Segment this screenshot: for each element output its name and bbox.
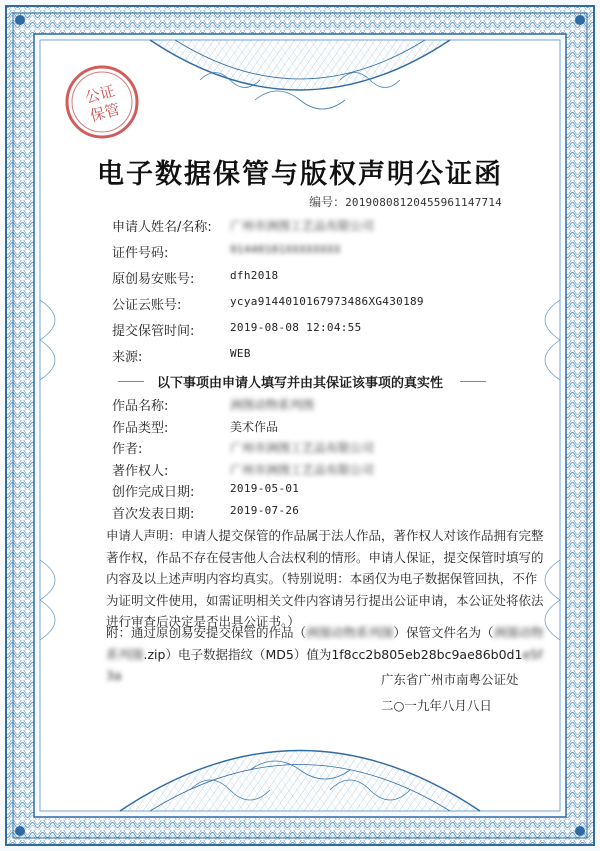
applicant-field-value: dfh2018: [230, 269, 279, 282]
attachment-hash-tail: e5f3a: [106, 646, 543, 683]
document-title: 电子数据保管与版权声明公证函: [97, 159, 503, 190]
work-field-value: 广州市洲图工艺品有限公司: [230, 441, 375, 455]
work-field-label: 作者:: [112, 442, 143, 457]
work-field-value: 2019-07-26: [230, 503, 300, 517]
svg-text:保管: 保管: [88, 100, 122, 126]
work-field-label: 作品类型:: [112, 420, 169, 436]
work-field-value: 洲图动物系列图: [230, 398, 315, 412]
work-field-label: 作品名称:: [112, 399, 169, 414]
attachment-prefix: 附：通过原创易安提交保管的作品（: [106, 625, 307, 640]
applicant-field-value: ycya9144010167973486XG430189: [230, 295, 424, 308]
applicant-field-label: 原创易安账号:: [112, 272, 195, 287]
svg-text:公证: 公证: [83, 81, 117, 107]
applicant-field-value: 广州市洲图工艺品有限公司: [230, 219, 375, 233]
work-field-label: 首次发表日期:: [112, 506, 195, 522]
section-heading: 以下事项由申请人填写并由其保证该事项的真实性: [156, 376, 443, 391]
attachment-work-name: 洲图动物系列图: [306, 625, 394, 640]
attachment-file-ext: .zip）电子数据指纹（MD5）值为1f8cc2b805eb28bc9ae86b0d1: [143, 646, 523, 662]
heading-rule-right: [460, 381, 486, 382]
applicant-field-label: 申请人姓名/名称:: [112, 220, 212, 235]
applicant-field-label: 证件号码:: [112, 246, 169, 261]
serial-number: 20190808120455961147714: [345, 196, 502, 209]
work-field-value: 2019-05-01: [230, 482, 300, 495]
applicant-field-value: 91440101XXXXXXXX: [230, 243, 341, 256]
serial-label: 编号：: [309, 195, 346, 209]
work-field-label: 著作权人:: [112, 463, 169, 479]
applicant-field-label: 提交保管时间:: [112, 324, 195, 339]
attachment-file-name: 洲图动物系列图: [106, 625, 544, 662]
attachment-middle: ）保管文件名为（: [393, 625, 494, 640]
issue-date: 二○一九年八月八日: [381, 698, 492, 713]
applicant-field-value: 2019-08-08 12:04:55: [230, 321, 362, 334]
serial-number-line: [309, 193, 502, 210]
work-field-label: 创作完成日期:: [112, 485, 195, 500]
applicant-field-label: 来源:: [112, 350, 143, 365]
declaration-paragraph: 申请人声明：申请人提交保管的作品属于法人作品，著作权人对该作品拥有完整著作权，作品不存在侵害他人合法权利的情形。申请人保证，提交保管时填写的内容及以上述声明内容均真实。（特别说明：本函仅为电子数据保管回执，不作为证明文件使用，如需证明相关文件内容请另行提出公证申请，本公证处将依法进行审查后决定是否出具公证书。）: [106, 528, 544, 629]
applicant-field-label: 公证云账号:: [112, 298, 182, 313]
applicant-field-value: WEB: [230, 347, 251, 360]
work-field-value: 美术作品: [230, 419, 279, 434]
issuer-name: 广东省广州市南粤公证处: [381, 672, 519, 687]
work-field-value: 广州市洲图工艺品有限公司: [230, 462, 375, 477]
notary-seal: [62, 62, 142, 142]
